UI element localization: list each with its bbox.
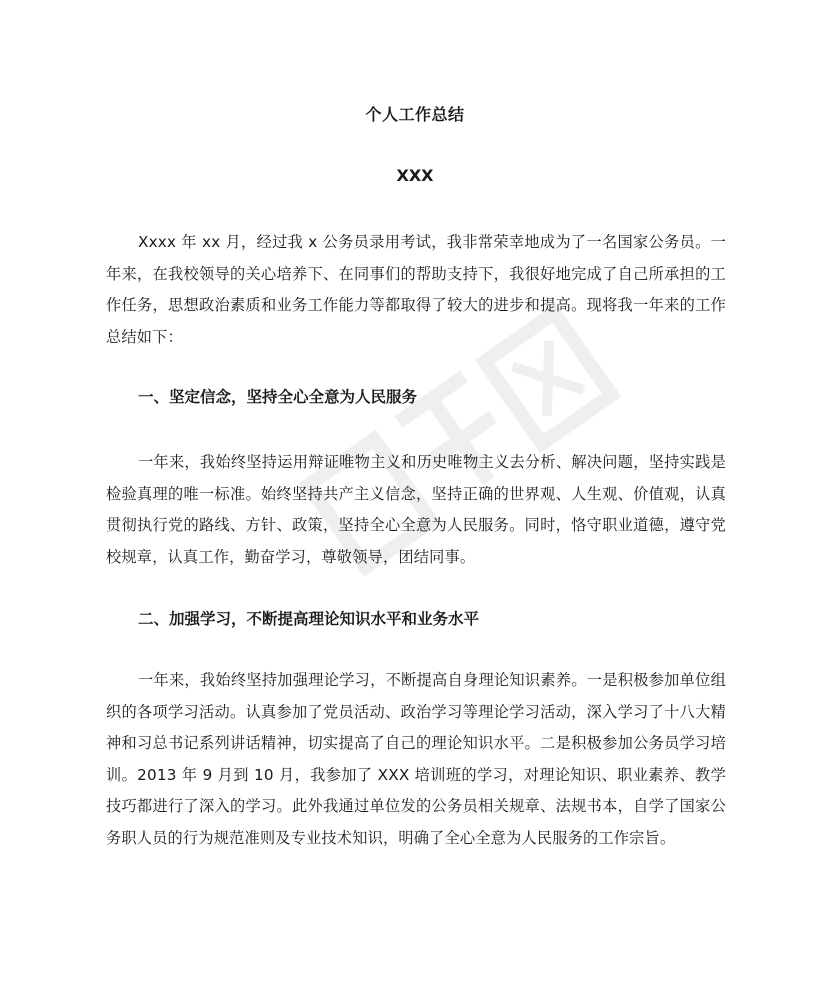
- section-heading-1: 一、坚定信念，坚持全心全意为人民服务: [138, 388, 418, 406]
- section-heading-2: 二、加强学习，不断提高理论知识水平和业务水平: [138, 610, 480, 628]
- document-title: 个人工作总结: [365, 105, 465, 124]
- document-author: XXX: [396, 166, 434, 185]
- section-1-paragraph: 一年来，我始终坚持运用辩证唯物主义和历史唯物主义去分析、解决问题，坚持实践是检验真理的唯一标准。始终坚持共产主义信念，坚持正确的世界观、人生观、价值观，认真贯彻执行党的路线、方针、政策，坚持全心全意为人民服务。同时，恪守职业道德，遵守党校规章，认真工作，勤奋学习，尊敬领导，团结同事。: [106, 453, 726, 566]
- intro-paragraph: Xxxx 年 xx 月，经过我 x 公务员录用考试，我非常荣幸地成为了一名国家公务员。一年来，在我校领导的关心培养下、在同事们的帮助支持下，我很好地完成了自己所承担的工作任务，思想政治素质和业务工作能力等都取得了较大的进步和提高。现将我一年来的工作总结如下：: [106, 233, 726, 346]
- section-2-paragraph: 一年来，我始终坚持加强理论学习，不断提高自身理论知识素养。一是积极参加单位组织的各项学习活动。认真参加了党员活动、政治学习等理论学习活动，深入学习了十八大精神和习总书记系列讲话精神，切实提高了自己的理论知识水平。二是积极参加公务员学习培训。2013 年 9 月到 10 月，我参加了 XXX 培训班的学习，对理论知识、职业素养、教学技巧都进行了深入的学习。此外我通过单位发的公务员相关规章、法规书本，自学了国家公务职人员的行为规范准则及专业技术知识，明确了全心全意为人民服务的工作宗旨。: [106, 671, 726, 847]
